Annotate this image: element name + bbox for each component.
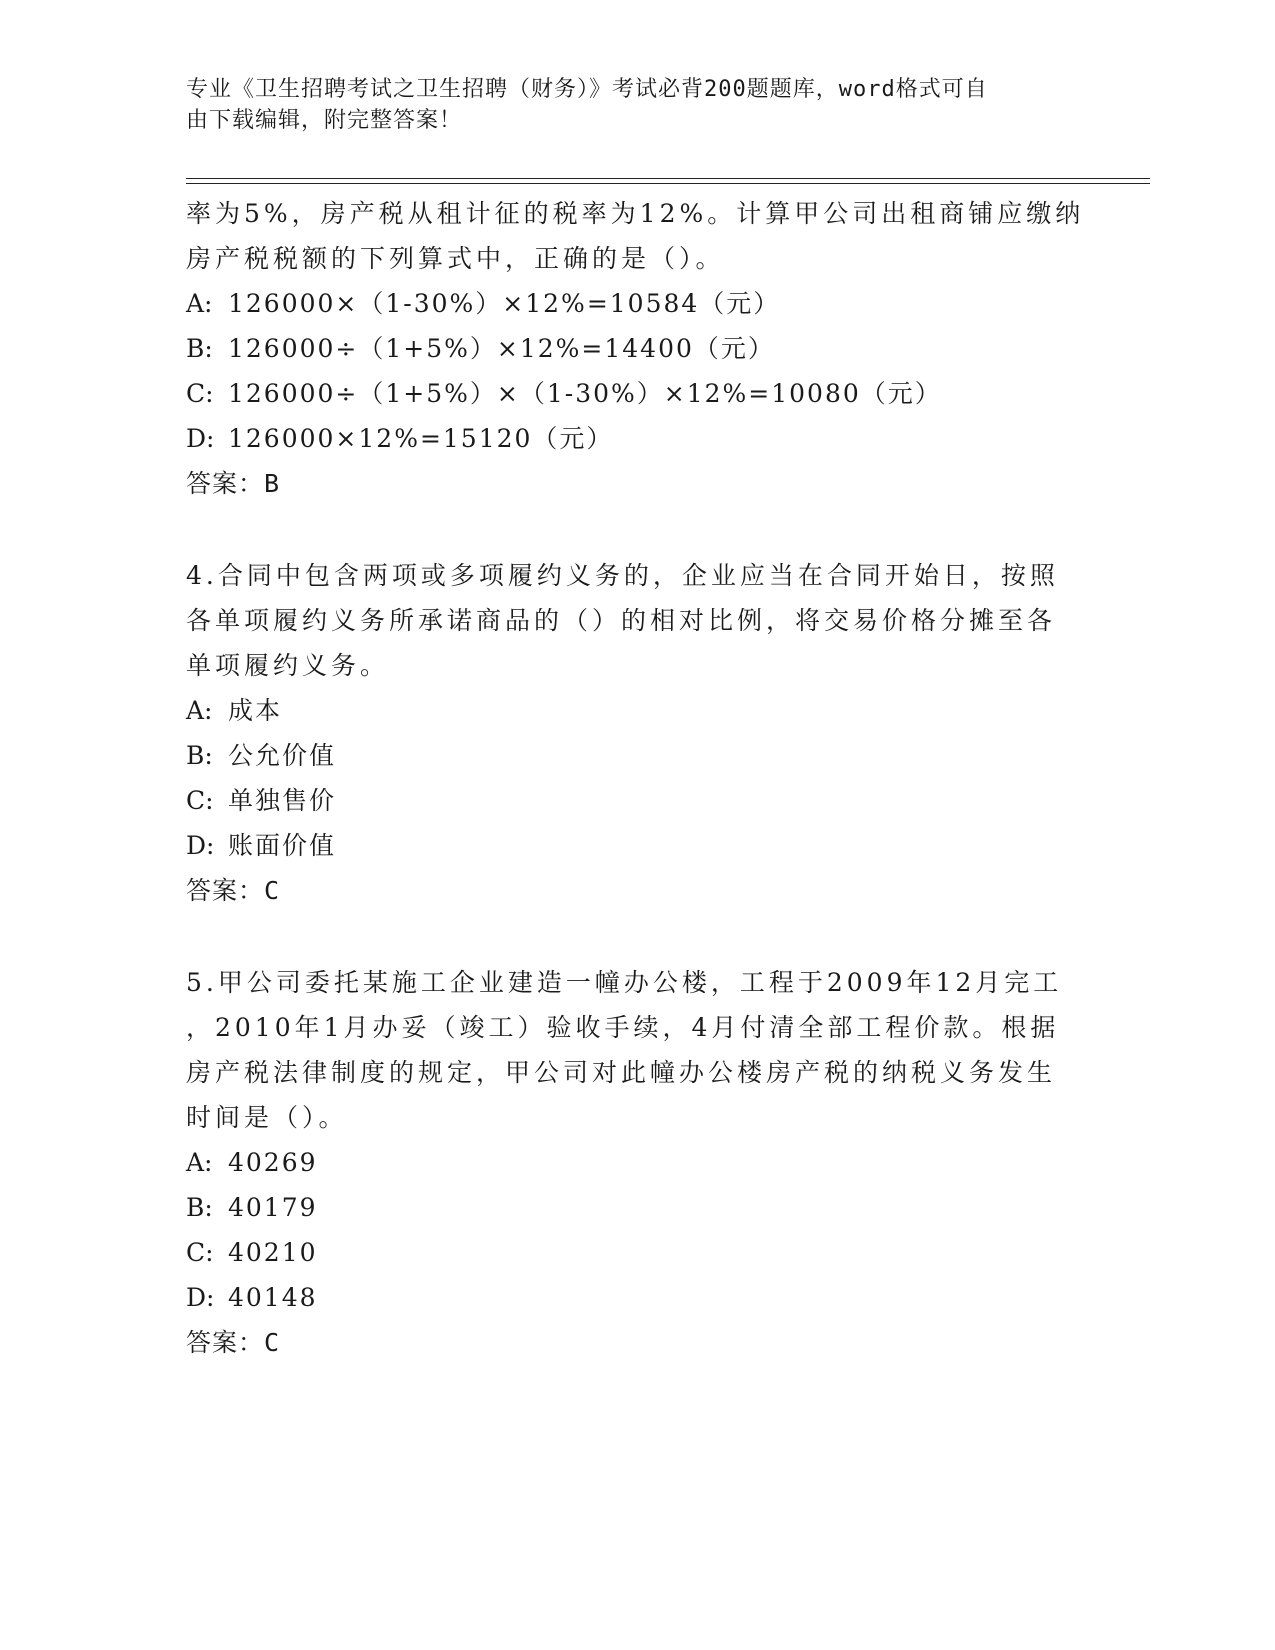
question-text-line: 房产税税额的下列算式中，正确的是（）。: [186, 244, 725, 273]
option-label: C:: [186, 379, 214, 408]
option-b: [186, 326, 1066, 371]
question-text-line: 5.甲公司委托某施工企业建造一幢办公楼，工程于2009年12月完工: [186, 968, 1063, 997]
option-label: B:: [186, 741, 213, 770]
option-text: 40148: [228, 1283, 318, 1312]
option-text: 40179: [228, 1193, 318, 1222]
option-text: 126000÷（1+5%）×（1-30%）×12%=10080（元）: [228, 379, 942, 408]
answer-line: 答案：C: [186, 876, 281, 905]
option-label: A:: [186, 696, 213, 725]
answer-line: 答案：C: [186, 1328, 281, 1357]
question-text-line: 单项履约义务。: [186, 651, 390, 680]
option-text: 成本: [228, 696, 283, 725]
question-3: [186, 191, 1085, 506]
option-label: B:: [186, 1193, 213, 1222]
header-line-2: 由下载编辑，附完整答案！: [186, 108, 463, 133]
answer-line: 答案：B: [186, 469, 281, 498]
option-b: [186, 1185, 1066, 1230]
option-text: 公允价值: [228, 741, 337, 770]
question-text-line: ，2010年1月办妥（竣工）验收手续，4月付清全部工程价款。根据: [186, 1013, 1060, 1042]
question-text-line: 率为5%，房产税从租计征的税率为12%。计算甲公司出租商铺应缴纳: [186, 199, 1085, 228]
option-c: [186, 1230, 1066, 1275]
document-header: [186, 74, 1066, 136]
question-text-line: 房产税法律制度的规定，甲公司对此幢办公楼房产税的纳税义务发生: [186, 1058, 1057, 1087]
option-label: D:: [186, 831, 215, 860]
question-text-line: 4.合同中包含两项或多项履约义务的，企业应当在合同开始日，按照: [186, 561, 1059, 590]
option-b: [186, 733, 1066, 778]
question-text-line: 各单项履约义务所承诺商品的（）的相对比例，将交易价格分摊至各: [186, 606, 1057, 635]
option-d: [186, 823, 1066, 868]
option-label: B:: [186, 334, 213, 363]
option-label: D:: [186, 1283, 215, 1312]
spacer: [186, 913, 1066, 960]
option-text: 126000×12%=15120（元）: [228, 424, 614, 453]
option-text: 40269: [228, 1148, 318, 1177]
option-label: A:: [186, 1148, 213, 1177]
question-5: [186, 960, 1066, 1365]
option-c: [186, 371, 1066, 416]
question-text-line: 时间是（）。: [186, 1103, 348, 1132]
option-text: 单独售价: [228, 786, 337, 815]
spacer: [186, 506, 1066, 553]
header-divider-bottom: [186, 183, 1150, 184]
option-a: [186, 688, 1066, 733]
header-divider-top: [186, 178, 1150, 179]
option-text: 126000×（1-30%）×12%=10584（元）: [228, 289, 781, 318]
option-text: 126000÷（1+5%）×12%=14400（元）: [228, 334, 775, 363]
option-label: C:: [186, 786, 214, 815]
header-line-1: 专业《卫生招聘考试之卫生招聘（财务）》考试必背200题题库，word格式可自: [186, 77, 988, 102]
question-4: [186, 553, 1066, 913]
option-a: [186, 281, 1066, 326]
option-label: C:: [186, 1238, 214, 1267]
option-d: [186, 416, 1066, 461]
option-label: A:: [186, 289, 213, 318]
option-a: [186, 1140, 1066, 1185]
option-c: [186, 778, 1066, 823]
option-text: 40210: [228, 1238, 318, 1267]
option-d: [186, 1275, 1066, 1320]
option-label: D:: [186, 424, 215, 453]
option-text: 账面价值: [228, 831, 337, 860]
document-body: [186, 191, 1085, 1365]
